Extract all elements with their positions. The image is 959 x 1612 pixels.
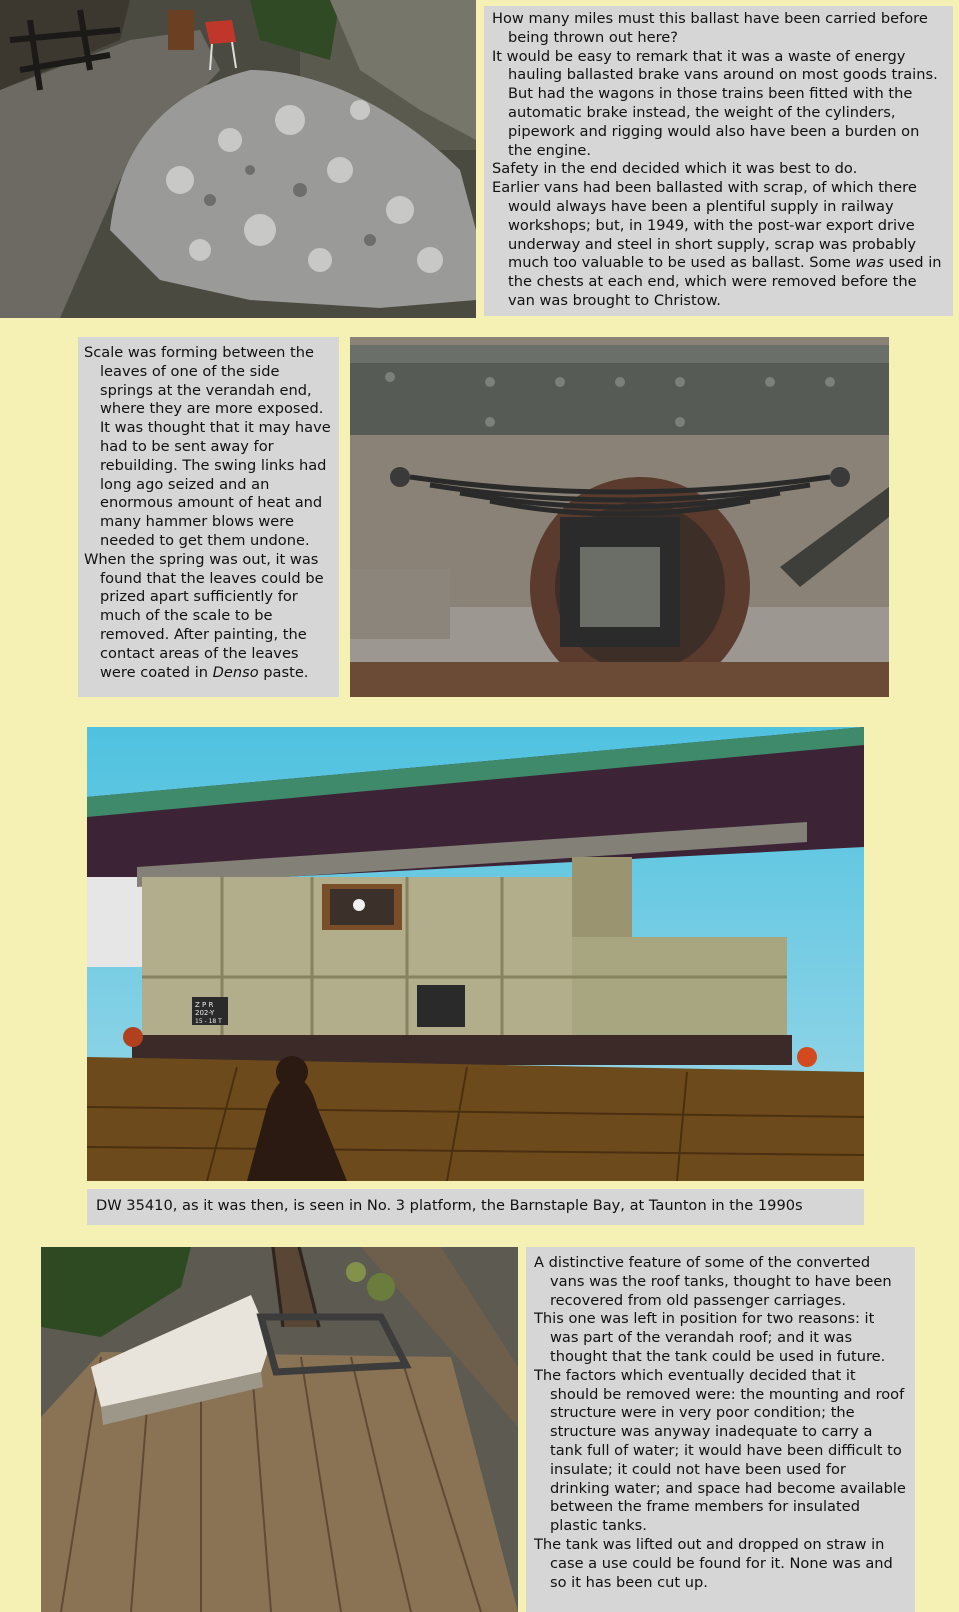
paragraph: It would be easy to remark that it was a waste of energy hauling ballasted brake vans around on most goods trains. But had the wagons in those trains been fitted with the automatic brake instead, the weight of the cylinders, pipework and rigging would also have been a burden on the engine. bbox=[492, 47, 938, 159]
spring-text-box bbox=[78, 337, 339, 697]
ballast-pile-photo bbox=[0, 0, 476, 318]
paragraph: Safety in the end decided which it was best to do. bbox=[492, 160, 858, 178]
paragraph: How many miles must this ballast have been carried before being thrown out here? bbox=[492, 10, 928, 46]
brake-van-photo bbox=[87, 727, 864, 1181]
paragraph: The tank was lifted out and dropped on straw in case a use could be found for it. None was and so it has been cut up. bbox=[534, 1535, 893, 1591]
photo-caption: DW 35410, as it was then, is seen in No. 3 platform, the Barnstaple Bay, at Taunton in the 1990s bbox=[87, 1189, 864, 1225]
paragraph: A distinctive feature of some of the converted vans was the roof tanks, thought to have been recovered from old passenger carriages. bbox=[534, 1254, 892, 1309]
roof-tank-text-box bbox=[526, 1247, 915, 1612]
spring-photo bbox=[350, 337, 889, 697]
plate-line-1: Z P R bbox=[195, 1001, 214, 1009]
paragraph: Scale was forming between the leaves of one of the side springs at the verandah end, where they are more exposed. It was thought that it may have had to be sent away for rebuilding. The swing links had long ago seized and an enormous amount of heat and many hammer blows were needed to get them undone. bbox=[84, 344, 331, 549]
paragraph: This one was left in position for two reasons: it was part of the verandah roof; and it was thought that the tank could be used in future. bbox=[534, 1310, 886, 1365]
roof-tank-photo bbox=[41, 1247, 518, 1612]
plate-line-3: 15 - 18 T bbox=[195, 1018, 222, 1025]
paragraph: Earlier vans had been ballasted with scrap, of which there would always have been a plentiful supply in railway workshops; but, in 1949, with the post-war export drive underway and steel in short supply, scrap was probably much too valuable to be used as ballast. Some was used in the chests at each end, which were removed before the van was brought to Christow. bbox=[492, 179, 942, 309]
paragraph: The factors which eventually decided that it should be removed were: the mounting and roof structure were in very poor condition; the structure was anyway inadequate to carry a tank full of water; it would have been difficult to insulate; it could not have been used for drinking water; and space had become available between the frame members for insulated plastic tanks. bbox=[534, 1366, 906, 1535]
paragraph: When the spring was out, it was found that the leaves could be prized apart sufficiently for much of the scale to be removed. After painting, the contact areas of the leaves were coated in Denso paste. bbox=[84, 550, 324, 681]
plate-line-2: 202-Y bbox=[195, 1009, 215, 1017]
ballast-text-box bbox=[484, 6, 953, 316]
